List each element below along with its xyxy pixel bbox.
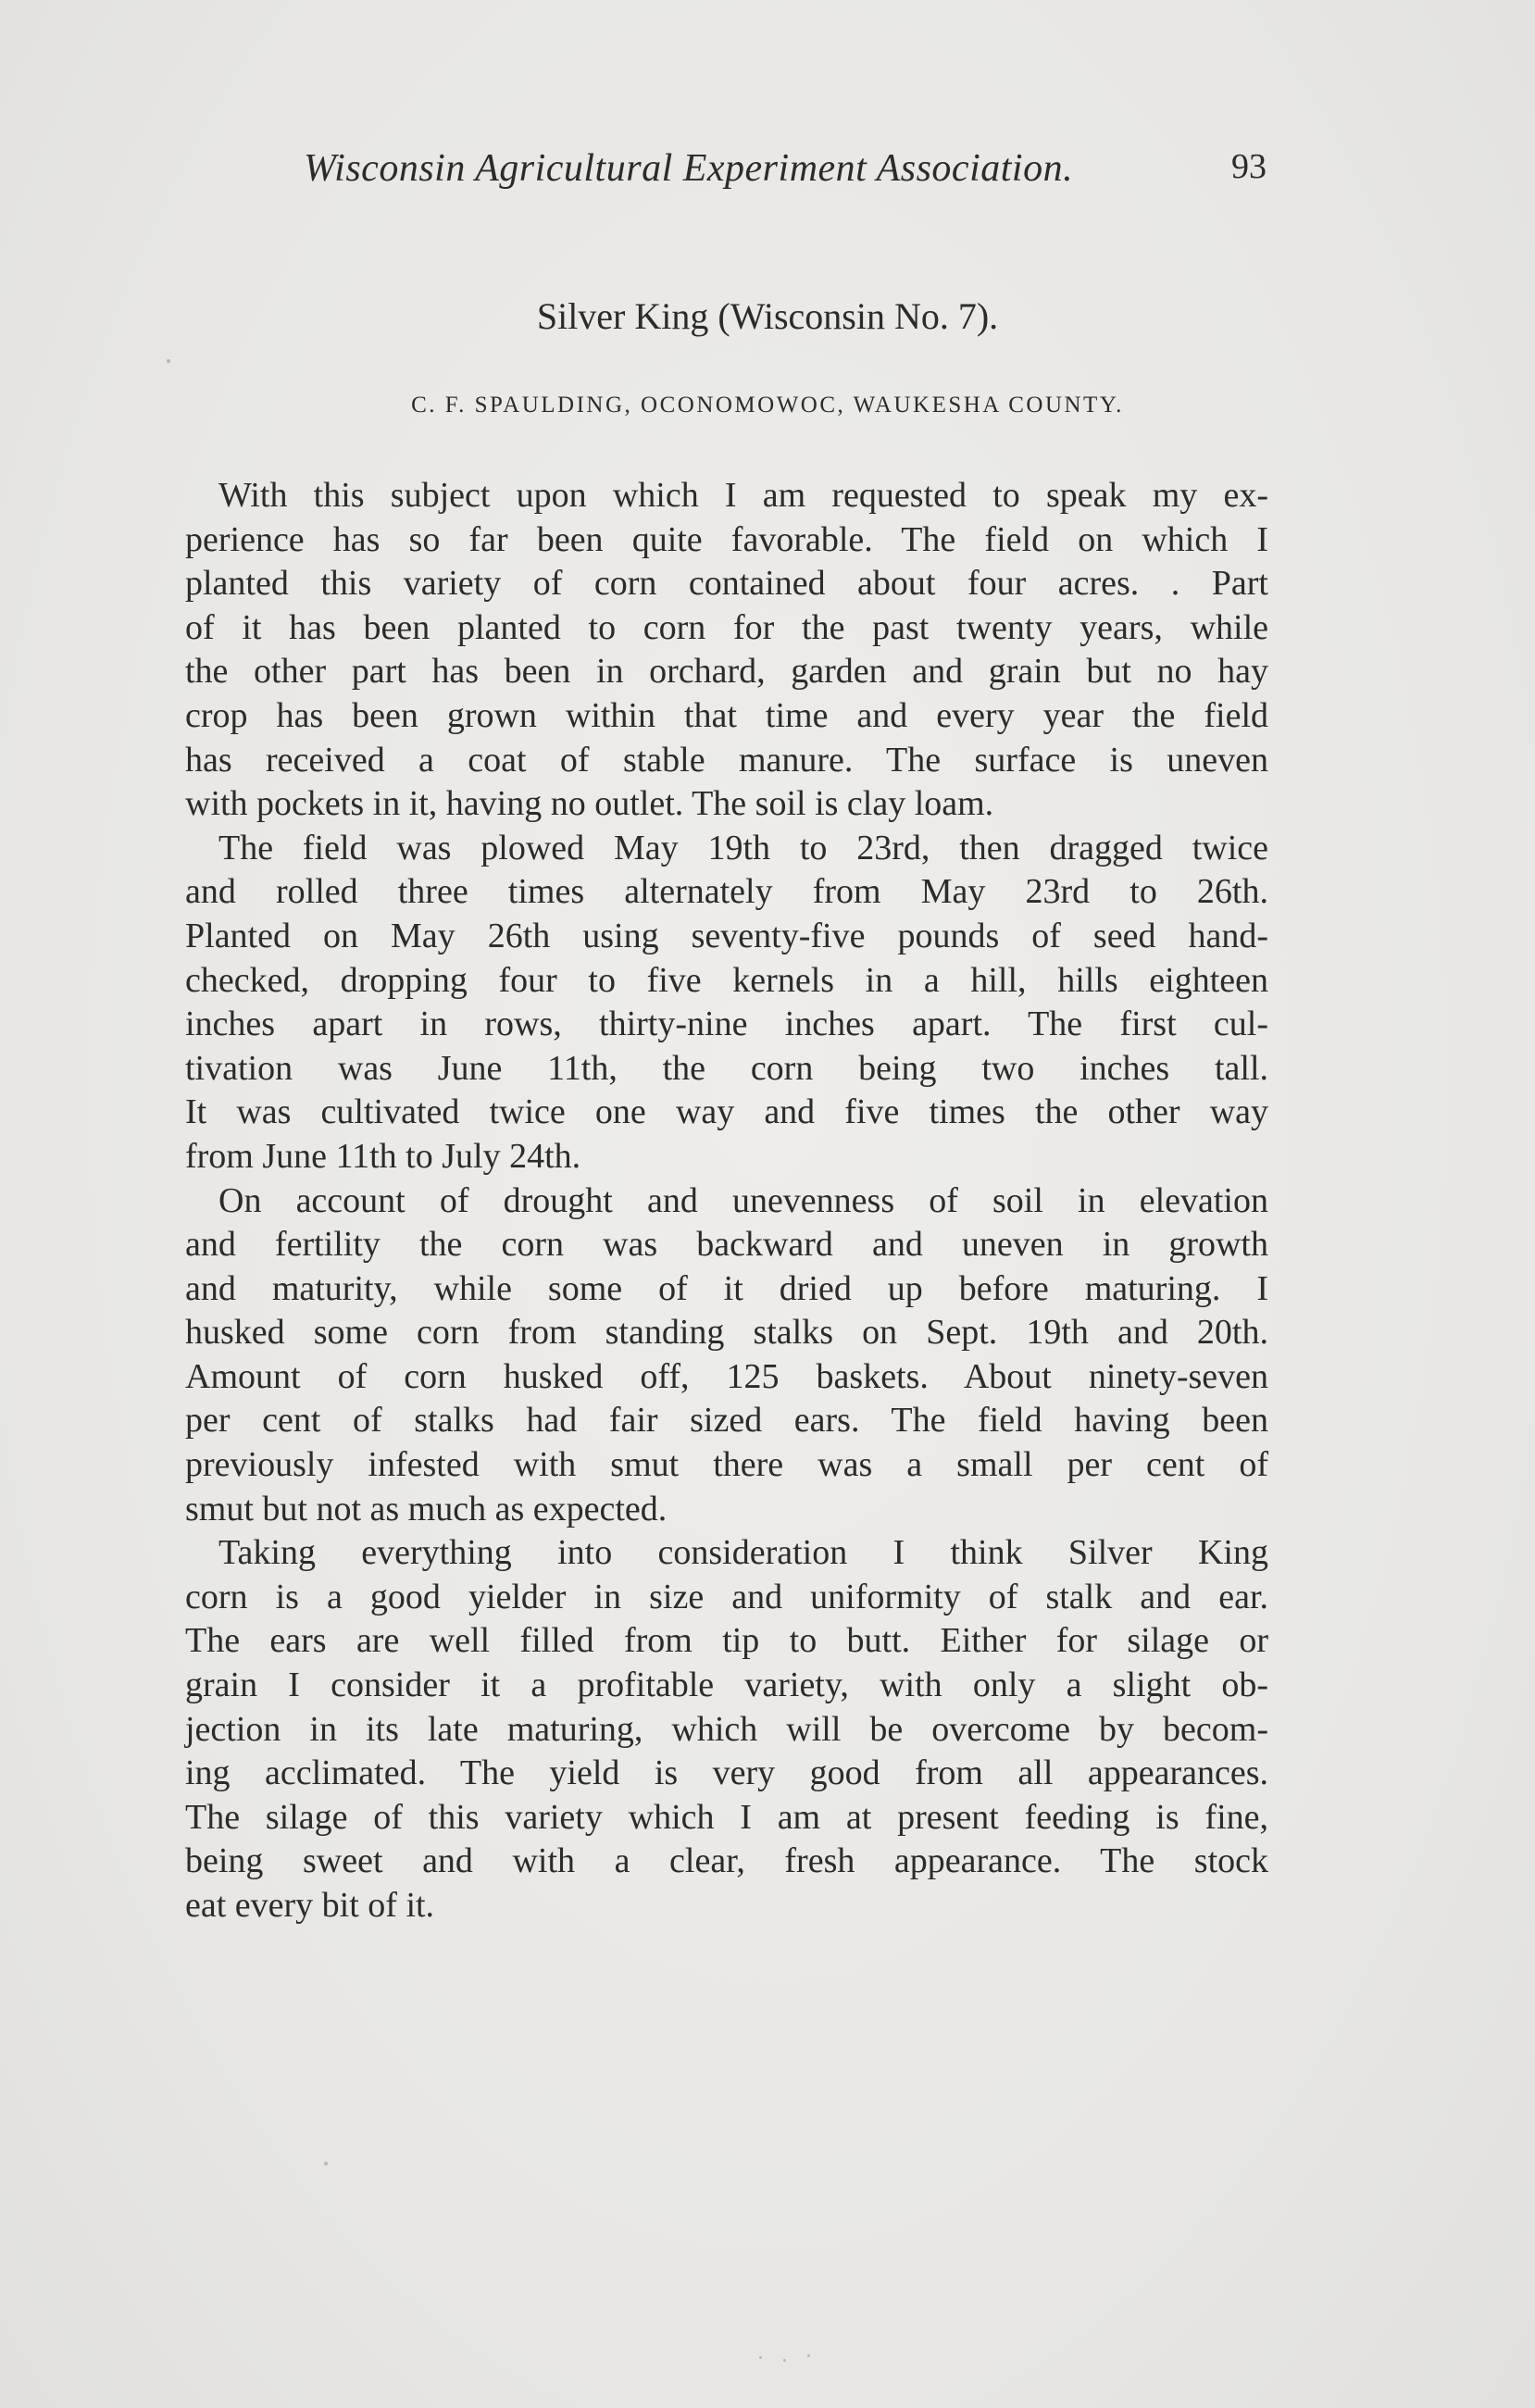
paper-speck (807, 2354, 810, 2357)
text-line: corn is a good yielder in size and uniformity of stalk and ear. (185, 1577, 1268, 1616)
text-line: crop has been grown within that time and every year the field (185, 695, 1268, 735)
text-line: being sweet and with a clear, fresh appearance. The stock (185, 1841, 1268, 1881)
text-line: of it has been planted to corn for the past twenty years, while (185, 607, 1268, 647)
text-line: Planted on May 26th using seventy-five pounds of seed hand- (185, 916, 1268, 955)
page-number: 93 (1231, 147, 1267, 186)
text-line: with pockets in it, having no outlet. The soil is clay loam. (185, 784, 994, 824)
text-line: smut but not as much as expected. (185, 1489, 668, 1528)
text-line: and maturity, while some of it dried up before maturing. I (185, 1268, 1268, 1308)
paper-speck (783, 2359, 786, 2362)
text-line: per cent of stalks had fair sized ears. The field having been (185, 1401, 1268, 1441)
running-title: Wisconsin Agricultural Experiment Association. (304, 147, 1074, 190)
paper-speck (167, 359, 170, 363)
text-line: On account of drought and unevenness of soil in elevation (218, 1180, 1268, 1220)
text-line: checked, dropping four to five kernels in a hill, hills eighteen (185, 960, 1268, 1000)
text-line: has received a coat of stable manure. The surface is uneven (185, 740, 1268, 780)
text-line: and fertility the corn was backward and uneven in growth (185, 1225, 1268, 1265)
body-text (185, 474, 1268, 1928)
running-header (304, 146, 1267, 193)
text-line: from June 11th to July 24th. (185, 1136, 581, 1176)
paper-speck (324, 2162, 328, 2165)
text-line: inches apart in rows, thirty-nine inches apart. The first cul- (185, 1004, 1268, 1044)
text-line: The field was plowed May 19th to 23rd, then dragged twice (218, 828, 1268, 867)
text-line: The ears are well filled from tip to butt. Either for silage or (185, 1621, 1268, 1661)
text-line: perience has so far been quite favorable. The field on which I (185, 519, 1268, 559)
text-line: husked some corn from standing stalks on Sept. 19th and 20th. (185, 1313, 1268, 1353)
byline: C. F. SPAULDING, OCONOMOWOC, WAUKESHA COUNTY. (411, 393, 1124, 418)
article-title: Silver King (Wisconsin No. 7). (536, 295, 999, 337)
text-line: jection in its late maturing, which will be overcome by becom- (185, 1709, 1268, 1749)
text-line: grain I consider it a profitable variety, with only a slight ob- (185, 1666, 1268, 1705)
paper-speck (759, 2356, 762, 2359)
text-line: previously infested with smut there was a small per cent of (185, 1445, 1268, 1485)
text-line: Taking everything into consideration I think Silver King (218, 1533, 1268, 1573)
text-line: planted this variety of corn contained about four acres. . Part (185, 564, 1268, 604)
text-line: tivation was June 11th, the corn being two inches tall. (185, 1048, 1268, 1088)
text-line: The silage of this variety which I am at present feeding is fine, (185, 1797, 1268, 1837)
text-line: eat every bit of it. (185, 1886, 435, 1925)
text-line: It was cultivated twice one way and five times the other way (185, 1092, 1268, 1132)
text-line: the other part has been in orchard, garden and grain but no hay (185, 652, 1268, 692)
text-line: ing acclimated. The yield is very good from all appearances. (185, 1753, 1268, 1793)
text-line: Amount of corn husked off, 125 baskets. About ninety-seven (185, 1356, 1268, 1396)
text-line: and rolled three times alternately from May 23rd to 26th. (185, 872, 1268, 912)
text-line: With this subject upon which I am requested to speak my ex- (218, 476, 1268, 515)
